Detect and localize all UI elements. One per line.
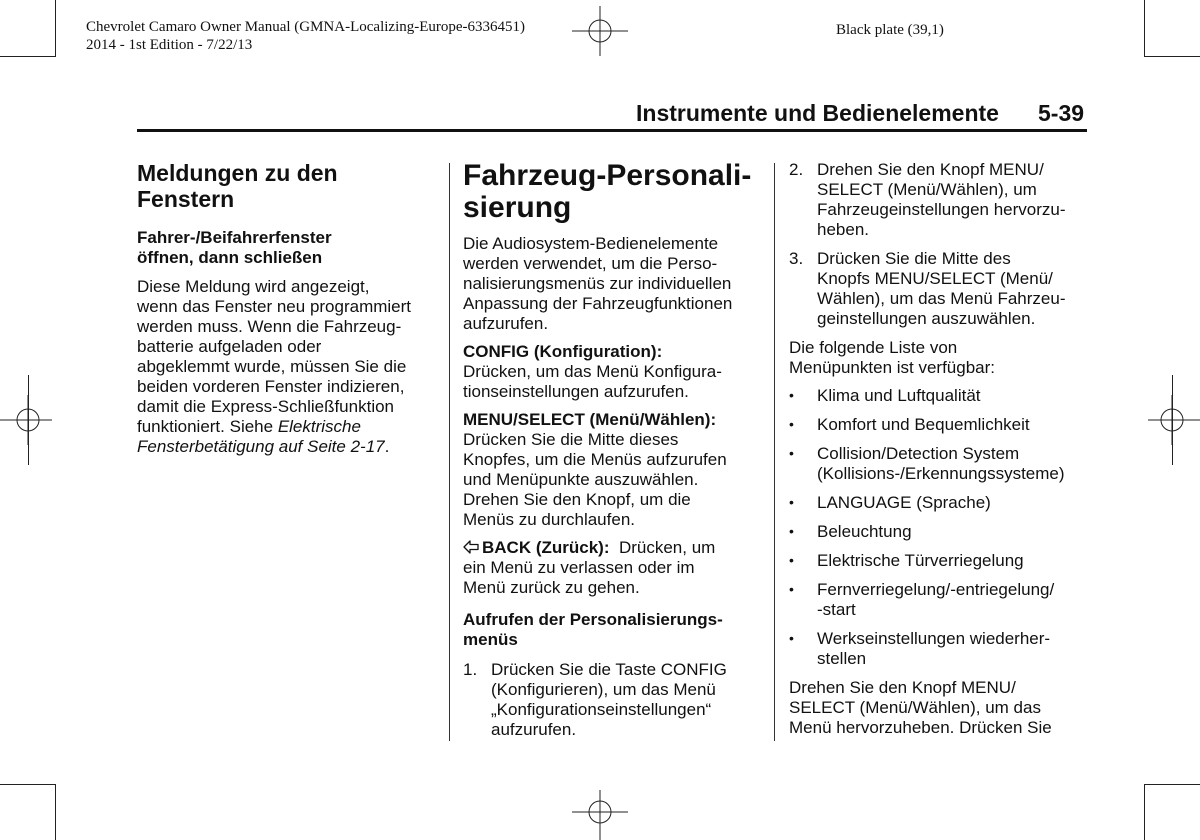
- subheading-line: Fahrer-/Beifahrerfenster: [137, 228, 332, 247]
- step-line: SELECT (Menü/Wählen), um: [817, 180, 1037, 199]
- page-number: 5-39: [1038, 100, 1085, 126]
- list-item: [789, 551, 1094, 571]
- menu-select-label: MENU/SELECT (Menü/Wählen):: [463, 410, 717, 429]
- para-line: Menüpunkten ist verfügbar:: [789, 358, 996, 377]
- bullet-text: Werkseinstellungen wiederher-: [817, 629, 1051, 648]
- bullet-text: Elektrische Türverriegelung: [817, 551, 1024, 570]
- menu-items-list: [789, 386, 1094, 669]
- para-line: Drücken, um: [618, 538, 716, 557]
- registration-mark-right-icon: [1148, 395, 1200, 445]
- steps-list: [463, 660, 763, 740]
- heading-line: Fahrzeug-Personali-: [463, 159, 752, 192]
- para-line: Menü hervorzuheben. Drücken Sie: [789, 718, 1052, 737]
- registration-mark-bottom-icon: [572, 790, 628, 840]
- list-item: [789, 493, 1094, 513]
- bullet-icon: •: [789, 445, 794, 461]
- menu-select-paragraph: [463, 410, 763, 530]
- outro-paragraph: [789, 678, 1094, 738]
- registration-mark-top-icon: [572, 6, 628, 56]
- step-line: Fahrzeugeinstellungen hervorzu-: [817, 200, 1066, 219]
- crop-mark-bottom-left-h: [0, 784, 56, 785]
- bullet-text: (Kollisions-/Erkennungssysteme): [817, 464, 1065, 483]
- bullet-text: -start: [817, 600, 856, 619]
- para-line: wenn das Fenster neu programmiert: [137, 297, 412, 316]
- step-line: aufzurufen.: [491, 720, 577, 739]
- back-paragraph: [463, 538, 763, 598]
- bullet-text: Klima und Luftqualität: [817, 386, 981, 405]
- step-number: 1.: [463, 660, 478, 679]
- step-line: geinstellungen auszuwählen.: [817, 309, 1036, 328]
- running-header-title: Instrumente und Bedienelemente: [636, 100, 999, 126]
- list-item: [789, 249, 1094, 329]
- para-line: Drehen Sie den Knopf, um die: [463, 490, 691, 509]
- step-line: Drehen Sie den Knopf MENU/: [817, 160, 1044, 179]
- step-line: Drücken Sie die Mitte des: [817, 249, 1011, 268]
- para-line: Menü zurück zu gehen.: [463, 578, 640, 597]
- step-line: Wählen), um das Menü Fahrzeu-: [817, 289, 1066, 308]
- para-line: SELECT (Menü/Wählen), um das: [789, 698, 1041, 717]
- cross-reference-link[interactable]: Fensterbetätigung auf Seite 2-17: [137, 437, 385, 456]
- list-intro-paragraph: [789, 338, 1094, 378]
- column-1: [137, 160, 437, 465]
- bullet-text: LANGUAGE (Sprache): [817, 493, 991, 512]
- crop-mark-left-mid-v: [28, 375, 29, 465]
- column-divider-2: [774, 163, 775, 741]
- para-line: ein Menü zu verlassen oder im: [463, 558, 695, 577]
- back-arrow-icon: [463, 540, 479, 554]
- plate-label: Black plate (39,1): [836, 22, 944, 38]
- step-line: Knopfs MENU/SELECT (Menü/: [817, 269, 1053, 288]
- bullet-icon: •: [789, 416, 794, 432]
- heading-line: Meldungen zu den: [137, 160, 338, 186]
- para-line: Die folgende Liste von: [789, 338, 958, 357]
- step-number: 2.: [789, 160, 804, 179]
- crop-mark-bottom-right-h: [1144, 784, 1200, 785]
- step-line: (Konfigurieren), um das Menü: [491, 680, 716, 699]
- bullet-text: Collision/Detection System: [817, 444, 1020, 463]
- para-line: Menüs zu durchlaufen.: [463, 510, 635, 529]
- bullet-text: Fernverriegelung/-entriegelung/: [817, 580, 1055, 599]
- para-line: funktioniert. Siehe: [137, 417, 278, 436]
- print-job-info: [86, 18, 525, 54]
- list-item: [789, 629, 1094, 669]
- para-line: Drücken, um das Menü Konfigura-: [463, 362, 722, 381]
- step-number: 3.: [789, 249, 804, 268]
- subheading-line: öffnen, dann schließen: [137, 248, 323, 267]
- para-line: damit die Express-Schließfunktion: [137, 397, 395, 416]
- header-rule: [137, 129, 1087, 132]
- crop-mark-top-right-h: [1144, 56, 1200, 57]
- print-job-line-2: 2014 - 1st Edition - 7/22/13: [86, 37, 253, 53]
- registration-mark-left-icon: [0, 395, 52, 445]
- crop-mark-bottom-right-v: [1144, 784, 1145, 840]
- para-line: Anpassung der Fahrzeugfunktionen: [463, 294, 733, 313]
- column-divider-1: [449, 163, 450, 741]
- bullet-icon: •: [789, 581, 794, 597]
- para-line: abgeklemmt wurde, müssen Sie die: [137, 357, 407, 376]
- bullet-icon: •: [789, 523, 794, 539]
- heading-line: sierung: [463, 191, 572, 224]
- subheading-open-personalization-menus: [463, 610, 763, 650]
- list-item: [789, 386, 1094, 406]
- bullet-text: Komfort und Bequemlichkeit: [817, 415, 1030, 434]
- steps-list-continued: [789, 160, 1094, 329]
- step-line: „Konfigurationseinstellungen“: [491, 700, 712, 719]
- bullet-text: stellen: [817, 649, 867, 668]
- para-line: Diese Meldung wird angezeigt,: [137, 277, 370, 296]
- section-heading-window-messages: [137, 160, 437, 212]
- crop-mark-right-mid-v: [1172, 375, 1173, 465]
- para-line: Knopfes, um die Menüs aufzurufen: [463, 450, 727, 469]
- bullet-icon: •: [789, 387, 794, 403]
- list-item: [789, 160, 1094, 240]
- step-line: Drücken Sie die Taste CONFIG: [491, 660, 727, 679]
- back-label: BACK (Zurück):: [482, 538, 610, 557]
- print-job-line-1: Chevrolet Camaro Owner Manual (GMNA-Localizing-Europe-6336451): [86, 19, 526, 35]
- config-paragraph: [463, 342, 763, 402]
- para-line: und Menüpunkte auszuwählen.: [463, 470, 699, 489]
- bullet-icon: •: [789, 494, 794, 510]
- crop-mark-bottom-left-v: [55, 784, 56, 840]
- config-label: CONFIG (Konfiguration):: [463, 342, 663, 361]
- subheading-line: Aufrufen der Personalisierungs-: [463, 610, 723, 629]
- para-line: werden verwendet, um die Perso-: [463, 254, 718, 273]
- para-line: aufzurufen.: [463, 314, 549, 333]
- list-item: [789, 415, 1094, 435]
- column-2: [463, 160, 763, 749]
- list-item: [789, 580, 1094, 620]
- bullet-icon: •: [789, 552, 794, 568]
- crop-mark-top-left-v: [55, 0, 56, 56]
- para-line: Die Audiosystem-Bedienelemente: [463, 234, 719, 253]
- para-line: nalisierungsmenüs zur individuellen: [463, 274, 732, 293]
- para-line: werden muss. Wenn die Fahrzeug-: [137, 317, 402, 336]
- bullet-icon: •: [789, 630, 794, 646]
- subheading-line: menüs: [463, 630, 518, 649]
- para-end: .: [384, 437, 390, 456]
- column-3: [789, 160, 1094, 746]
- list-item: [789, 444, 1094, 484]
- para-line: batterie aufgeladen oder: [137, 337, 322, 356]
- crop-mark-top-left-h: [0, 56, 56, 57]
- para-line: beiden vorderen Fenster indizieren,: [137, 377, 405, 396]
- para-line: Drücken Sie die Mitte dieses: [463, 430, 679, 449]
- heading-line: Fenstern: [137, 186, 235, 212]
- list-item: [789, 522, 1094, 542]
- para-line: tionseinstellungen aufzurufen.: [463, 382, 689, 401]
- crop-mark-top-right-v: [1144, 0, 1145, 56]
- intro-paragraph: [463, 234, 763, 334]
- para-line: Drehen Sie den Knopf MENU/: [789, 678, 1016, 697]
- step-line: heben.: [817, 220, 869, 239]
- list-item: [463, 660, 763, 740]
- bullet-text: Beleuchtung: [817, 522, 912, 541]
- window-message-paragraph: [137, 277, 437, 457]
- subheading-driver-passenger-window: [137, 228, 437, 268]
- section-heading-personalization: [463, 160, 763, 224]
- cross-reference-link[interactable]: Elektrische: [277, 417, 361, 436]
